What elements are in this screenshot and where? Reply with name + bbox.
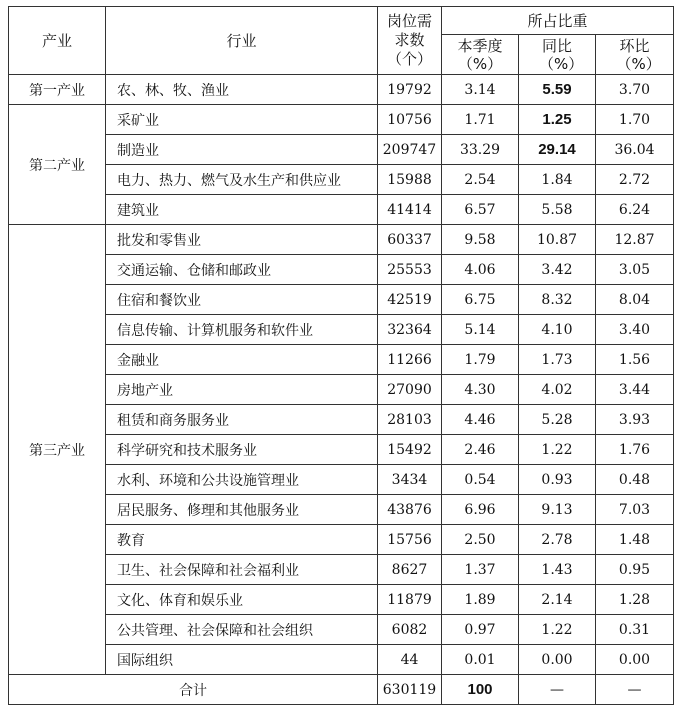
- qoq-share-cell: 0.00: [596, 645, 674, 675]
- industry-cell: 批发和零售业: [106, 225, 378, 255]
- header-yoy-text: 同比（%）: [539, 36, 584, 73]
- qoq-share-cell: 12.87: [596, 225, 674, 255]
- demand-cell: 15988: [378, 165, 442, 195]
- industry-cell: 居民服务、修理和其他服务业: [106, 495, 378, 525]
- table-row: [9, 435, 674, 465]
- yoy-share-cell: 2.78: [519, 525, 596, 555]
- yoy-share-cell: 0.00: [519, 645, 596, 675]
- yoy-share-cell: 5.28: [519, 405, 596, 435]
- industry-cell: 国际组织: [106, 645, 378, 675]
- header-qoq: [596, 35, 674, 75]
- demand-cell: 209747: [378, 135, 442, 165]
- header-quarter: [442, 35, 519, 75]
- qoq-share-cell: 2.72: [596, 165, 674, 195]
- quarter-share-cell: 1.37: [442, 555, 519, 585]
- table-row: [9, 375, 674, 405]
- demand-cell: 42519: [378, 285, 442, 315]
- yoy-share-cell: 1.84: [519, 165, 596, 195]
- demand-cell: 27090: [378, 375, 442, 405]
- demand-cell: 44: [378, 645, 442, 675]
- total-quarter: 100: [442, 675, 519, 705]
- demand-cell: 15756: [378, 525, 442, 555]
- demand-cell: 6082: [378, 615, 442, 645]
- quarter-share-cell: 1.71: [442, 105, 519, 135]
- industry-cell: 交通运输、仓储和邮政业: [106, 255, 378, 285]
- quarter-share-cell: 5.14: [442, 315, 519, 345]
- demand-cell: 43876: [378, 495, 442, 525]
- total-demand: 630119: [378, 675, 442, 705]
- qoq-share-cell: 1.56: [596, 345, 674, 375]
- quarter-share-cell: 1.89: [442, 585, 519, 615]
- table-row: [9, 555, 674, 585]
- qoq-share-cell: 3.40: [596, 315, 674, 345]
- demand-cell: 41414: [378, 195, 442, 225]
- demand-cell: 32364: [378, 315, 442, 345]
- table-row: [9, 495, 674, 525]
- quarter-share-cell: 6.96: [442, 495, 519, 525]
- quarter-share-cell: 0.54: [442, 465, 519, 495]
- yoy-share-cell: 1.22: [519, 615, 596, 645]
- table-row: [9, 225, 674, 255]
- header-yoy: [519, 35, 596, 75]
- table-row: [9, 165, 674, 195]
- table-row: [9, 615, 674, 645]
- demand-cell: 25553: [378, 255, 442, 285]
- header-industry: 行业: [106, 7, 378, 75]
- sector-label: 第三产业: [9, 225, 106, 675]
- yoy-share-cell: 5.58: [519, 195, 596, 225]
- header-qoq-text: 环比（%）: [616, 36, 661, 73]
- table-row: [9, 105, 674, 135]
- quarter-share-cell: 6.57: [442, 195, 519, 225]
- quarter-share-cell: 4.30: [442, 375, 519, 405]
- header-quarter-text: 本季度（%）: [457, 36, 503, 73]
- data-table-container: [8, 6, 674, 705]
- yoy-share-cell: 9.13: [519, 495, 596, 525]
- table-row: [9, 345, 674, 375]
- demand-cell: 11266: [378, 345, 442, 375]
- industry-cell: 农、林、牧、渔业: [106, 75, 378, 105]
- quarter-share-cell: 9.58: [442, 225, 519, 255]
- demand-cell: 10756: [378, 105, 442, 135]
- table-row: [9, 135, 674, 165]
- yoy-share-cell: 1.25: [519, 105, 596, 135]
- qoq-share-cell: 0.48: [596, 465, 674, 495]
- qoq-share-cell: 0.95: [596, 555, 674, 585]
- industry-cell: 制造业: [106, 135, 378, 165]
- table-row: [9, 315, 674, 345]
- industry-demand-table: [8, 6, 674, 705]
- header-share-group: 所占比重: [442, 7, 674, 35]
- table-row: [9, 465, 674, 495]
- qoq-share-cell: 1.28: [596, 585, 674, 615]
- quarter-share-cell: 0.01: [442, 645, 519, 675]
- industry-cell: 房地产业: [106, 375, 378, 405]
- header-demand-text: 岗位需求数（个）: [386, 12, 432, 68]
- total-qoq: —: [596, 675, 674, 705]
- total-label: 合计: [9, 675, 378, 705]
- quarter-share-cell: 2.54: [442, 165, 519, 195]
- yoy-share-cell: 2.14: [519, 585, 596, 615]
- industry-cell: 卫生、社会保障和社会福利业: [106, 555, 378, 585]
- table-row: [9, 255, 674, 285]
- table-row: [9, 405, 674, 435]
- qoq-share-cell: 7.03: [596, 495, 674, 525]
- qoq-share-cell: 3.44: [596, 375, 674, 405]
- sector-label: 第二产业: [9, 105, 106, 225]
- header-demand: [378, 7, 442, 75]
- demand-cell: 8627: [378, 555, 442, 585]
- yoy-share-cell: 4.02: [519, 375, 596, 405]
- yoy-share-cell: 4.10: [519, 315, 596, 345]
- demand-cell: 19792: [378, 75, 442, 105]
- quarter-share-cell: 33.29: [442, 135, 519, 165]
- table-row: [9, 645, 674, 675]
- qoq-share-cell: 1.76: [596, 435, 674, 465]
- total-yoy: —: [519, 675, 596, 705]
- quarter-share-cell: 2.50: [442, 525, 519, 555]
- yoy-share-cell: 8.32: [519, 285, 596, 315]
- industry-cell: 文化、体育和娱乐业: [106, 585, 378, 615]
- quarter-share-cell: 4.46: [442, 405, 519, 435]
- sector-label: 第一产业: [9, 75, 106, 105]
- qoq-share-cell: 3.70: [596, 75, 674, 105]
- qoq-share-cell: 1.48: [596, 525, 674, 555]
- industry-cell: 公共管理、社会保障和社会组织: [106, 615, 378, 645]
- total-row: [9, 675, 674, 705]
- qoq-share-cell: 1.70: [596, 105, 674, 135]
- yoy-share-cell: 29.14: [519, 135, 596, 165]
- yoy-share-cell: 1.43: [519, 555, 596, 585]
- industry-cell: 科学研究和技术服务业: [106, 435, 378, 465]
- yoy-share-cell: 5.59: [519, 75, 596, 105]
- qoq-share-cell: 6.24: [596, 195, 674, 225]
- demand-cell: 3434: [378, 465, 442, 495]
- table-row: [9, 75, 674, 105]
- demand-cell: 15492: [378, 435, 442, 465]
- table-row: [9, 525, 674, 555]
- qoq-share-cell: 36.04: [596, 135, 674, 165]
- demand-cell: 60337: [378, 225, 442, 255]
- quarter-share-cell: 2.46: [442, 435, 519, 465]
- table-row: [9, 585, 674, 615]
- quarter-share-cell: 3.14: [442, 75, 519, 105]
- quarter-share-cell: 6.75: [442, 285, 519, 315]
- industry-cell: 住宿和餐饮业: [106, 285, 378, 315]
- quarter-share-cell: 4.06: [442, 255, 519, 285]
- industry-cell: 采矿业: [106, 105, 378, 135]
- yoy-share-cell: 1.22: [519, 435, 596, 465]
- table-row: [9, 285, 674, 315]
- table-body: [9, 75, 674, 705]
- industry-cell: 水利、环境和公共设施管理业: [106, 465, 378, 495]
- quarter-share-cell: 1.79: [442, 345, 519, 375]
- yoy-share-cell: 3.42: [519, 255, 596, 285]
- demand-cell: 11879: [378, 585, 442, 615]
- industry-cell: 金融业: [106, 345, 378, 375]
- qoq-share-cell: 3.05: [596, 255, 674, 285]
- qoq-share-cell: 3.93: [596, 405, 674, 435]
- industry-cell: 信息传输、计算机服务和软件业: [106, 315, 378, 345]
- qoq-share-cell: 0.31: [596, 615, 674, 645]
- qoq-share-cell: 8.04: [596, 285, 674, 315]
- industry-cell: 租赁和商务服务业: [106, 405, 378, 435]
- quarter-share-cell: 0.97: [442, 615, 519, 645]
- demand-cell: 28103: [378, 405, 442, 435]
- industry-cell: 建筑业: [106, 195, 378, 225]
- yoy-share-cell: 0.93: [519, 465, 596, 495]
- header-sector: 产业: [9, 7, 106, 75]
- yoy-share-cell: 10.87: [519, 225, 596, 255]
- yoy-share-cell: 1.73: [519, 345, 596, 375]
- industry-cell: 教育: [106, 525, 378, 555]
- table-row: [9, 195, 674, 225]
- industry-cell: 电力、热力、燃气及水生产和供应业: [106, 165, 378, 195]
